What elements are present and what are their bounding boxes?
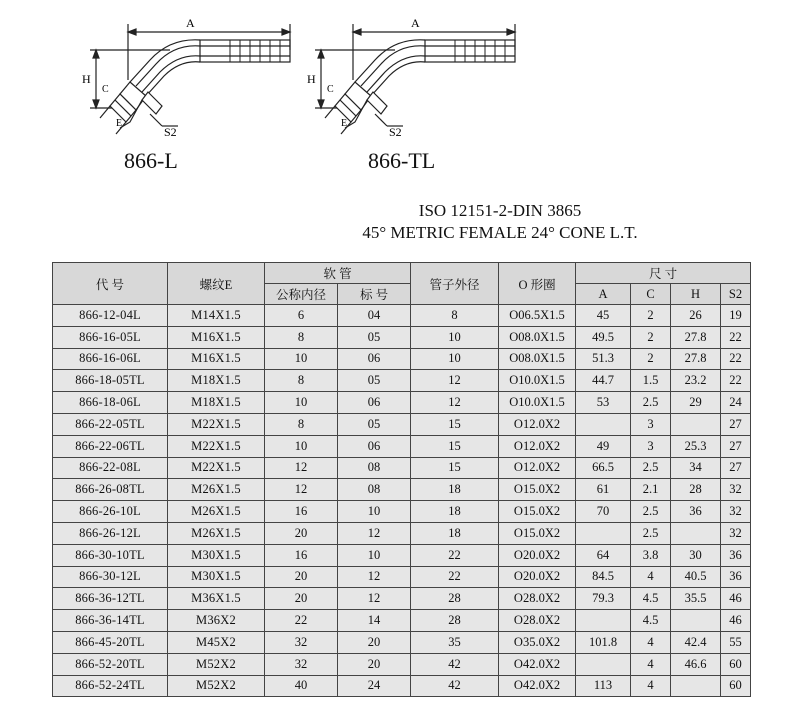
table-cell: 866-26-08TL bbox=[53, 479, 168, 501]
table-cell: O35.0X2 bbox=[499, 631, 576, 653]
table-cell: 23.2 bbox=[671, 370, 721, 392]
table-cell bbox=[576, 413, 631, 435]
table-cell: 866-26-12L bbox=[53, 522, 168, 544]
table-cell: O42.0X2 bbox=[499, 675, 576, 697]
dimension-a-label: A bbox=[411, 16, 420, 30]
table-cell: 53 bbox=[576, 392, 631, 414]
table-cell: 35.5 bbox=[671, 588, 721, 610]
table-row bbox=[53, 675, 751, 697]
table-cell: 28 bbox=[671, 479, 721, 501]
table-cell: 28 bbox=[411, 588, 499, 610]
table-cell: 42.4 bbox=[671, 631, 721, 653]
standard-line-1: ISO 12151-2-DIN 3865 bbox=[418, 201, 582, 220]
table-cell: 866-22-08L bbox=[53, 457, 168, 479]
table-cell: 42 bbox=[411, 653, 499, 675]
table-row bbox=[53, 413, 751, 435]
header-dim-c: C bbox=[631, 284, 671, 305]
table-cell: 18 bbox=[411, 479, 499, 501]
table-cell: O15.0X2 bbox=[499, 522, 576, 544]
table-cell: 12 bbox=[411, 392, 499, 414]
table-cell: O15.0X2 bbox=[499, 479, 576, 501]
table-cell: 46 bbox=[721, 610, 751, 632]
table-cell: 20 bbox=[265, 522, 338, 544]
table-cell: 866-22-06TL bbox=[53, 435, 168, 457]
table-cell: M26X1.5 bbox=[168, 522, 265, 544]
table-cell: 4.5 bbox=[631, 610, 671, 632]
table-cell: 60 bbox=[721, 675, 751, 697]
dimension-h-label: H bbox=[307, 72, 316, 86]
table-cell: 60 bbox=[721, 653, 751, 675]
header-thread: 螺纹E bbox=[168, 263, 265, 305]
header-oring: O 形圈 bbox=[499, 263, 576, 305]
table-cell: 8 bbox=[265, 326, 338, 348]
table-cell: 30 bbox=[671, 544, 721, 566]
header-tube-od: 管子外径 bbox=[411, 263, 499, 305]
header-dimensions: 尺 寸 bbox=[576, 263, 751, 284]
header-code: 代 号 bbox=[53, 263, 168, 305]
table-cell: 27 bbox=[721, 457, 751, 479]
table-cell: 29 bbox=[671, 392, 721, 414]
table-cell: 79.3 bbox=[576, 588, 631, 610]
table-cell: 44.7 bbox=[576, 370, 631, 392]
table-cell: 24 bbox=[721, 392, 751, 414]
table-cell: O12.0X2 bbox=[499, 435, 576, 457]
table-cell: 20 bbox=[338, 631, 411, 653]
table-cell: 866-36-12TL bbox=[53, 588, 168, 610]
table-cell: O12.0X2 bbox=[499, 413, 576, 435]
table-cell: 14 bbox=[338, 610, 411, 632]
table-cell: 45 bbox=[576, 305, 631, 327]
table-cell: 10 bbox=[338, 544, 411, 566]
dimension-s2-label: S2 bbox=[389, 125, 402, 139]
table-cell: 51.3 bbox=[576, 348, 631, 370]
table-cell: 49.5 bbox=[576, 326, 631, 348]
table-cell: 16 bbox=[265, 501, 338, 523]
table-cell: 46.6 bbox=[671, 653, 721, 675]
table-row bbox=[53, 326, 751, 348]
table-cell: O15.0X2 bbox=[499, 501, 576, 523]
table-cell: 2 bbox=[631, 348, 671, 370]
table-row bbox=[53, 479, 751, 501]
table-cell: O28.0X2 bbox=[499, 610, 576, 632]
header-hose-mark: 标 号 bbox=[338, 284, 411, 305]
table-cell: 2.1 bbox=[631, 479, 671, 501]
fitting-drawing-866-tl bbox=[305, 10, 535, 140]
table-cell: 866-26-10L bbox=[53, 501, 168, 523]
table-cell: 866-16-05L bbox=[53, 326, 168, 348]
spec-table-body bbox=[53, 305, 751, 697]
table-cell: 10 bbox=[265, 392, 338, 414]
table-cell: O10.0X1.5 bbox=[499, 370, 576, 392]
table-cell: 18 bbox=[411, 501, 499, 523]
table-cell: M16X1.5 bbox=[168, 348, 265, 370]
table-cell: O08.0X1.5 bbox=[499, 326, 576, 348]
table-cell: M36X1.5 bbox=[168, 588, 265, 610]
table-cell: 113 bbox=[576, 675, 631, 697]
fitting-drawing-866-l bbox=[80, 10, 310, 140]
table-cell: M22X1.5 bbox=[168, 435, 265, 457]
table-cell: 05 bbox=[338, 370, 411, 392]
table-cell: 866-52-20TL bbox=[53, 653, 168, 675]
table-cell: 06 bbox=[338, 392, 411, 414]
table-row bbox=[53, 348, 751, 370]
table-cell: M26X1.5 bbox=[168, 501, 265, 523]
table-cell bbox=[671, 413, 721, 435]
header-dim-h: H bbox=[671, 284, 721, 305]
table-cell: 12 bbox=[338, 522, 411, 544]
table-cell: O28.0X2 bbox=[499, 588, 576, 610]
table-row bbox=[53, 544, 751, 566]
table-cell: 12 bbox=[265, 479, 338, 501]
table-cell: 8 bbox=[411, 305, 499, 327]
table-cell: 32 bbox=[721, 479, 751, 501]
table-cell: 16 bbox=[265, 544, 338, 566]
table-row bbox=[53, 653, 751, 675]
table-cell: M14X1.5 bbox=[168, 305, 265, 327]
table-cell: M22X1.5 bbox=[168, 457, 265, 479]
table-cell: 55 bbox=[721, 631, 751, 653]
table-cell: 66.5 bbox=[576, 457, 631, 479]
table-cell: 61 bbox=[576, 479, 631, 501]
table-cell: 12 bbox=[411, 370, 499, 392]
table-cell: 27.8 bbox=[671, 348, 721, 370]
table-row bbox=[53, 501, 751, 523]
table-cell: 2 bbox=[631, 326, 671, 348]
table-cell: M18X1.5 bbox=[168, 392, 265, 414]
table-cell: 4.5 bbox=[631, 588, 671, 610]
table-cell: 34 bbox=[671, 457, 721, 479]
table-cell: O12.0X2 bbox=[499, 457, 576, 479]
table-cell: M52X2 bbox=[168, 653, 265, 675]
dimension-e-label: E bbox=[341, 118, 348, 129]
table-cell: M36X2 bbox=[168, 610, 265, 632]
table-cell: 101.8 bbox=[576, 631, 631, 653]
table-cell: 22 bbox=[411, 566, 499, 588]
table-cell: M45X2 bbox=[168, 631, 265, 653]
dimension-e-label: E bbox=[116, 118, 123, 129]
table-cell: 32 bbox=[721, 522, 751, 544]
model-label-866-tl: 866-TL bbox=[368, 148, 436, 173]
table-cell: 08 bbox=[338, 457, 411, 479]
table-cell: O20.0X2 bbox=[499, 544, 576, 566]
table-cell: 3 bbox=[631, 435, 671, 457]
table-cell: O20.0X2 bbox=[499, 566, 576, 588]
table-cell: 866-52-24TL bbox=[53, 675, 168, 697]
table-cell: 1.5 bbox=[631, 370, 671, 392]
table-cell: M30X1.5 bbox=[168, 566, 265, 588]
table-cell: 22 bbox=[721, 348, 751, 370]
standard-line-2: 45° METRIC FEMALE 24° CONE L.T. bbox=[362, 223, 638, 242]
table-cell: O06.5X1.5 bbox=[499, 305, 576, 327]
dimension-h-label: H bbox=[82, 72, 91, 86]
table-cell: 05 bbox=[338, 326, 411, 348]
table-cell: 20 bbox=[265, 588, 338, 610]
table-cell: 2.5 bbox=[631, 457, 671, 479]
table-cell: 12 bbox=[265, 457, 338, 479]
table-cell: M30X1.5 bbox=[168, 544, 265, 566]
table-cell: O10.0X1.5 bbox=[499, 392, 576, 414]
table-cell bbox=[671, 675, 721, 697]
table-cell: 35 bbox=[411, 631, 499, 653]
table-cell: 866-16-06L bbox=[53, 348, 168, 370]
table-cell: 6 bbox=[265, 305, 338, 327]
table-row bbox=[53, 457, 751, 479]
table-cell: 42 bbox=[411, 675, 499, 697]
table-cell: 8 bbox=[265, 413, 338, 435]
table-cell: 36 bbox=[721, 544, 751, 566]
table-cell: 27 bbox=[721, 413, 751, 435]
table-row bbox=[53, 610, 751, 632]
table-row bbox=[53, 370, 751, 392]
table-cell: 866-36-14TL bbox=[53, 610, 168, 632]
table-cell: 06 bbox=[338, 348, 411, 370]
table-cell: 866-12-04L bbox=[53, 305, 168, 327]
table-cell: 2.5 bbox=[631, 522, 671, 544]
table-cell: M18X1.5 bbox=[168, 370, 265, 392]
table-cell: 40.5 bbox=[671, 566, 721, 588]
table-cell: 22 bbox=[721, 370, 751, 392]
header-dim-a: A bbox=[576, 284, 631, 305]
table-cell: 36 bbox=[671, 501, 721, 523]
header-dim-s2: S2 bbox=[721, 284, 751, 305]
table-cell: 19 bbox=[721, 305, 751, 327]
table-cell: O08.0X1.5 bbox=[499, 348, 576, 370]
table-cell: 26 bbox=[671, 305, 721, 327]
table-cell: 4 bbox=[631, 653, 671, 675]
table-cell: 10 bbox=[265, 435, 338, 457]
table-cell: 18 bbox=[411, 522, 499, 544]
table-cell: O42.0X2 bbox=[499, 653, 576, 675]
table-row bbox=[53, 588, 751, 610]
table-cell: 05 bbox=[338, 413, 411, 435]
table-cell bbox=[671, 610, 721, 632]
header-hose-id: 公称内径 bbox=[265, 284, 338, 305]
table-cell: 46 bbox=[721, 588, 751, 610]
table-cell: M26X1.5 bbox=[168, 479, 265, 501]
table-cell: 27.8 bbox=[671, 326, 721, 348]
table-row bbox=[53, 435, 751, 457]
table-cell: 4 bbox=[631, 566, 671, 588]
table-row bbox=[53, 522, 751, 544]
table-cell: 10 bbox=[411, 326, 499, 348]
table-cell: 4 bbox=[631, 631, 671, 653]
table-cell: 25.3 bbox=[671, 435, 721, 457]
table-cell: M22X1.5 bbox=[168, 413, 265, 435]
table-cell: 2.5 bbox=[631, 501, 671, 523]
table-cell: 49 bbox=[576, 435, 631, 457]
table-cell: 22 bbox=[411, 544, 499, 566]
table-cell: 12 bbox=[338, 588, 411, 610]
table-cell: 10 bbox=[265, 348, 338, 370]
table-cell: 15 bbox=[411, 413, 499, 435]
table-row bbox=[53, 631, 751, 653]
model-label-866-l: 866-L bbox=[124, 148, 178, 173]
table-cell: 06 bbox=[338, 435, 411, 457]
dimension-c-label: C bbox=[102, 84, 109, 95]
table-cell: 32 bbox=[265, 631, 338, 653]
table-cell: 04 bbox=[338, 305, 411, 327]
table-cell bbox=[576, 522, 631, 544]
header-hose: 软 管 bbox=[265, 263, 411, 284]
table-cell: 28 bbox=[411, 610, 499, 632]
table-cell: 3 bbox=[631, 413, 671, 435]
table-cell: 866-30-12L bbox=[53, 566, 168, 588]
standard-heading bbox=[300, 200, 700, 244]
spec-table bbox=[52, 262, 751, 697]
table-cell: 4 bbox=[631, 675, 671, 697]
table-cell: 866-18-05TL bbox=[53, 370, 168, 392]
table-cell: 64 bbox=[576, 544, 631, 566]
table-cell: 08 bbox=[338, 479, 411, 501]
table-cell: 22 bbox=[721, 326, 751, 348]
table-row bbox=[53, 305, 751, 327]
table-cell: 866-30-10TL bbox=[53, 544, 168, 566]
table-cell: 2.5 bbox=[631, 392, 671, 414]
dimension-a-label: A bbox=[186, 16, 195, 30]
table-cell: 12 bbox=[338, 566, 411, 588]
table-cell: 866-18-06L bbox=[53, 392, 168, 414]
table-cell: 36 bbox=[721, 566, 751, 588]
table-cell: 10 bbox=[411, 348, 499, 370]
table-cell: 866-45-20TL bbox=[53, 631, 168, 653]
table-cell: 22 bbox=[265, 610, 338, 632]
table-cell bbox=[671, 522, 721, 544]
table-cell: 27 bbox=[721, 435, 751, 457]
table-cell bbox=[576, 610, 631, 632]
table-cell: 8 bbox=[265, 370, 338, 392]
table-cell: 2 bbox=[631, 305, 671, 327]
table-cell: 15 bbox=[411, 435, 499, 457]
table-cell: 15 bbox=[411, 457, 499, 479]
table-cell: 10 bbox=[338, 501, 411, 523]
table-cell: 32 bbox=[265, 653, 338, 675]
table-cell: 866-22-05TL bbox=[53, 413, 168, 435]
table-cell: 3.8 bbox=[631, 544, 671, 566]
table-cell: 70 bbox=[576, 501, 631, 523]
table-cell: 20 bbox=[265, 566, 338, 588]
table-cell: 84.5 bbox=[576, 566, 631, 588]
table-cell: M16X1.5 bbox=[168, 326, 265, 348]
table-row bbox=[53, 566, 751, 588]
table-cell: M52X2 bbox=[168, 675, 265, 697]
table-row bbox=[53, 392, 751, 414]
dimension-c-label: C bbox=[327, 84, 334, 95]
table-cell: 32 bbox=[721, 501, 751, 523]
dimension-s2-label: S2 bbox=[164, 125, 177, 139]
table-cell: 40 bbox=[265, 675, 338, 697]
table-cell: 24 bbox=[338, 675, 411, 697]
table-cell bbox=[576, 653, 631, 675]
table-cell: 20 bbox=[338, 653, 411, 675]
